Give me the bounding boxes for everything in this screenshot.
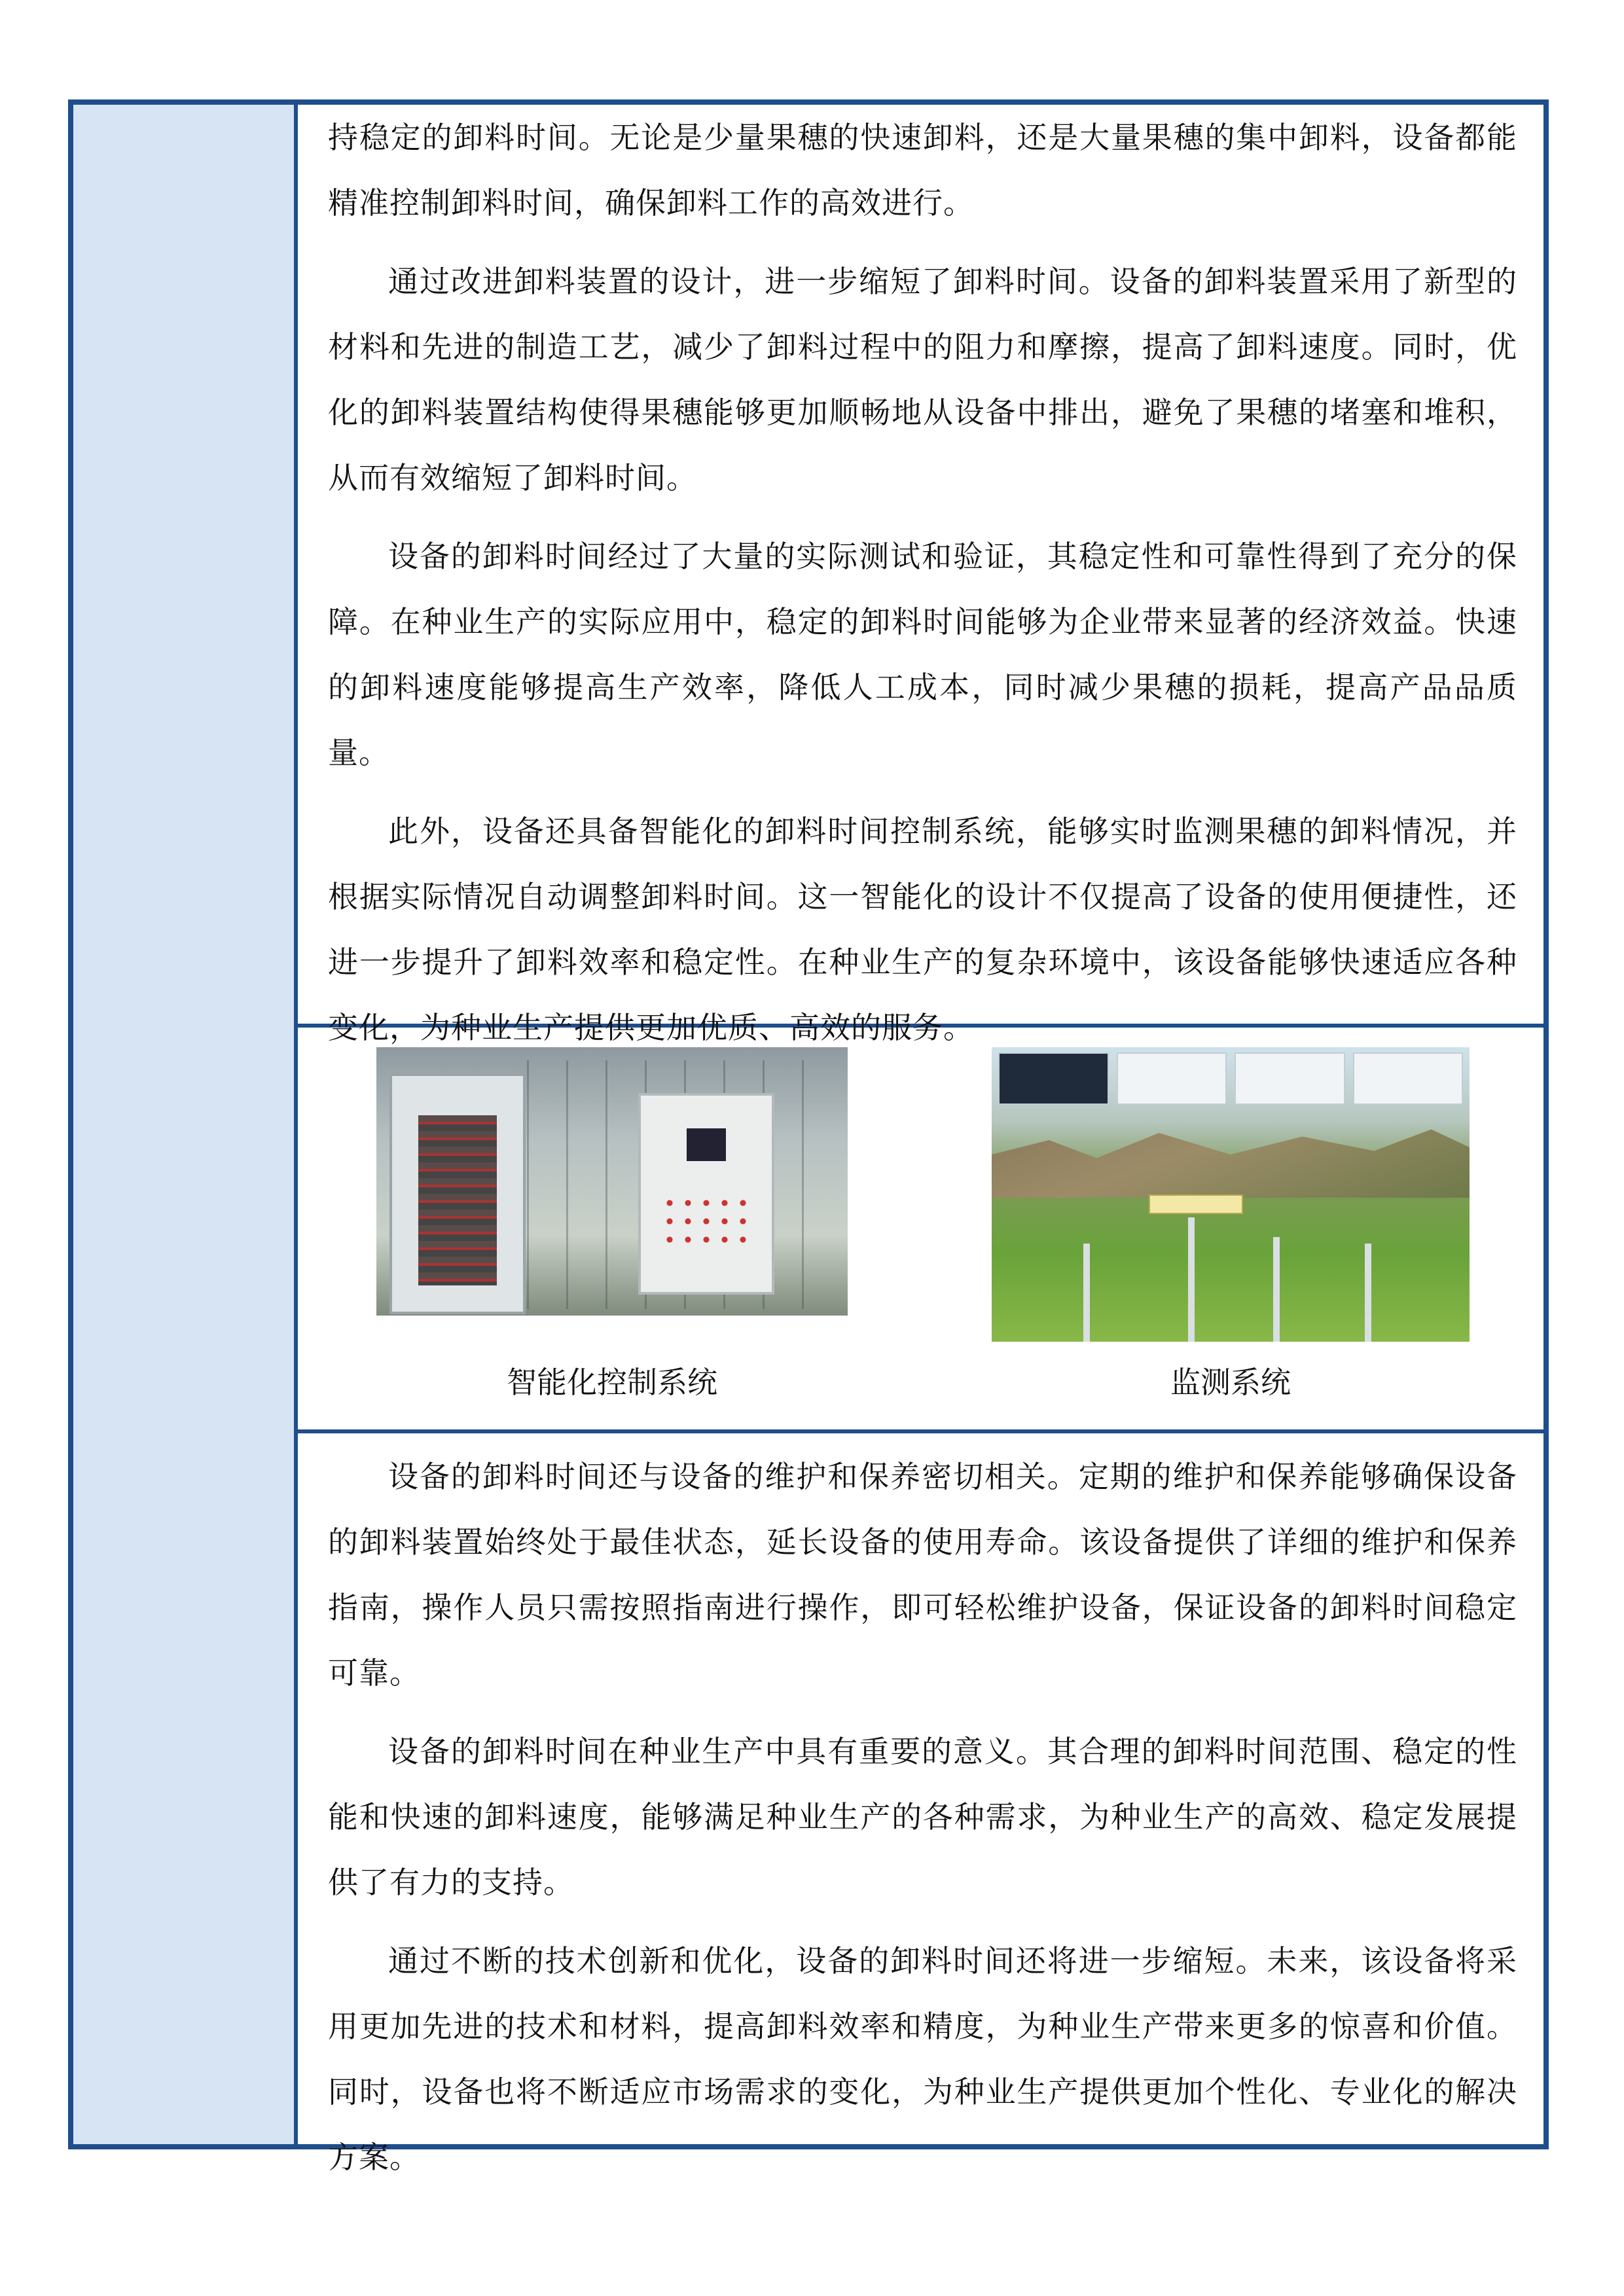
text-cell-top: [298, 105, 1543, 1045]
paragraph-3: 设备的卸料时间经过了大量的实际测试和验证，其稳定性和可靠性得到了充分的保障。在种业生产的实际应用中，稳定的卸料时间能够为企业带来显著的经济效益。快速的卸料速度能够提高生产效率，降低人工成本，同时减少果穗的损耗，提高产品品质量。: [328, 539, 1517, 770]
figure-monitoring-system: [992, 1047, 1470, 1402]
paragraph-5: 设备的卸料时间还与设备的维护和保养密切相关。定期的维护和保养能够确保设备的卸料装置始终处于最佳状态，延长设备的使用寿命。该设备提供了详细的维护和保养指南，操作人员只需按照指南进行操作，即可轻松维护设备，保证设备的卸料时间稳定可靠。: [328, 1459, 1517, 1691]
paragraph-7: 通过不断的技术创新和优化，设备的卸料时间还将进一步缩短。未来，该设备将采用更加先进的技术和材料，提高卸料效率和精度，为种业生产带来更多的惊喜和价值。同时，设备也将不断适应市场需求的变化，为种业生产提供更加个性化、专业化的解决方案。: [328, 1943, 1517, 2175]
figure-caption-right: 监测系统: [1170, 1365, 1291, 1400]
paragraph-4: 此外，设备还具备智能化的卸料时间控制系统，能够实时监测果穗的卸料情况，并根据实际情况自动调整卸料时间。这一智能化的设计不仅提高了设备的使用便捷性，还进一步提升了卸料效率和稳定性。在种业生产的复杂环境中，该设备能够快速适应各种变化，为种业生产提供更加优质、高效的服务。: [328, 814, 1517, 1045]
figure-caption-left: 智能化控制系统: [507, 1365, 717, 1400]
table-right-column: [298, 105, 1543, 2175]
paragraph-6: 设备的卸料时间在种业生产中具有重要的意义。其合理的卸料时间范围、稳定的性能和快速的卸料速度，能够满足种业生产的各种需求，为种业生产的高效、稳定发展提供了有力的支持。: [328, 1734, 1517, 1900]
figure-cell: [298, 1028, 1543, 1433]
paragraph-1: 持稳定的卸料时间。无论是少量果穗的快速卸料，还是大量果穗的集中卸料，设备都能精准控制卸料时间，确保卸料工作的高效进行。: [328, 120, 1517, 221]
monitoring-system-photo: [992, 1047, 1470, 1342]
text-cell-bottom: [298, 1433, 1543, 2175]
paragraph-2: 通过改进卸料装置的设计，进一步缩短了卸料时间。设备的卸料装置采用了新型的材料和先进的制造工艺，减少了卸料过程中的阻力和摩擦，提高了卸料速度。同时，优化的卸料装置结构使得果穗能够更加顺畅地从设备中排出，避免了果穗的堵塞和堆积，从而有效缩短了卸料时间。: [328, 264, 1517, 495]
document-table: [68, 99, 1549, 2175]
figure-control-system: [376, 1047, 848, 1402]
control-system-photo: [376, 1047, 848, 1316]
table-left-column: [73, 105, 298, 2144]
